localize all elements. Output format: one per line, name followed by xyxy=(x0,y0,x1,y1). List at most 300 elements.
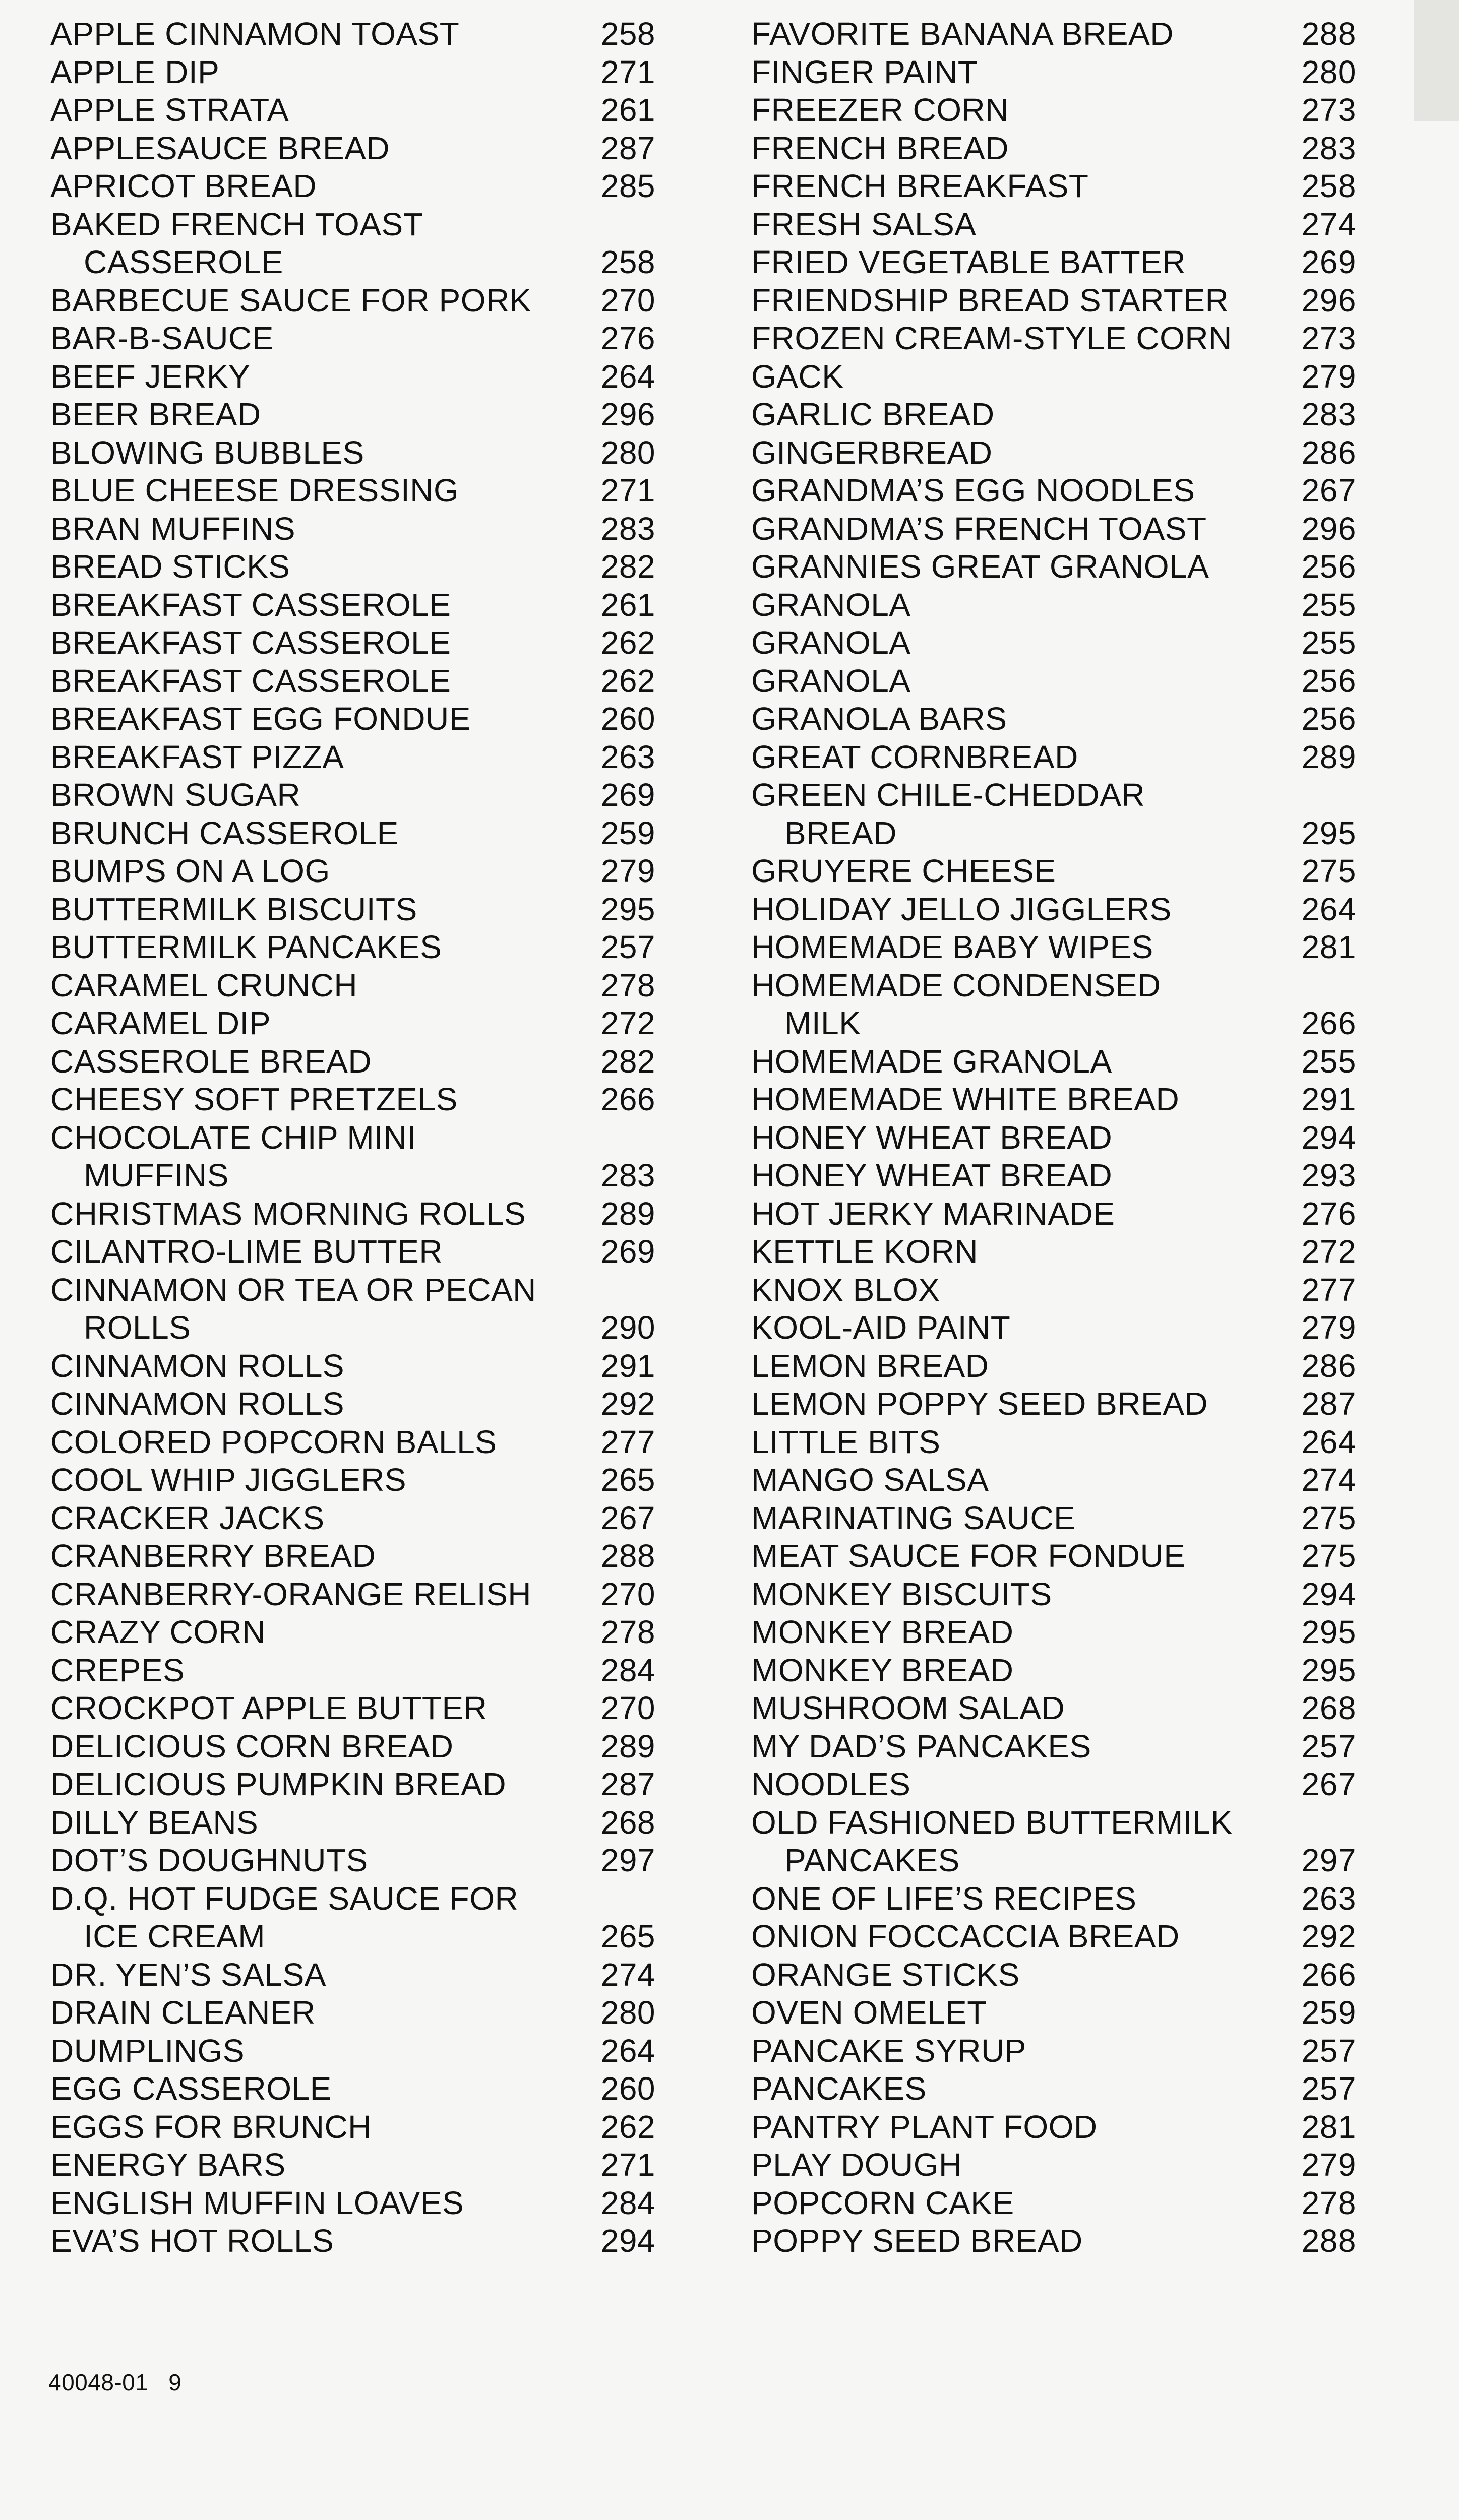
entry-title xyxy=(50,206,575,282)
entry-page-number: 278 xyxy=(600,967,655,1003)
entry-title-line: APPLESAUCE BREAD xyxy=(50,130,390,166)
entry-page-number: 261 xyxy=(600,586,655,623)
entry-title xyxy=(751,1766,1275,1804)
index-entry xyxy=(751,928,1356,967)
entry-page-number: 263 xyxy=(1301,1880,1356,1917)
entry-title-line: GARLIC BREAD xyxy=(751,396,995,432)
entry-title xyxy=(751,1271,1275,1309)
entry-title-line: GREEN CHILE-CHEDDAR xyxy=(751,777,1145,813)
index-entry xyxy=(50,1613,655,1652)
entry-page-number: 274 xyxy=(1301,206,1356,242)
entry-page-number: 258 xyxy=(1301,168,1356,204)
entry-title xyxy=(751,472,1275,510)
index-column-left xyxy=(50,15,655,2260)
entry-title xyxy=(751,928,1275,967)
entry-title-line: BREAD STICKS xyxy=(50,548,290,585)
index-entry xyxy=(751,434,1356,472)
entry-title xyxy=(751,2032,1275,2070)
index-entry xyxy=(50,320,655,358)
entry-page-number: 277 xyxy=(600,1423,655,1460)
entry-title xyxy=(50,2222,575,2260)
entry-page-number: 271 xyxy=(600,2147,655,2183)
index-entry xyxy=(50,1233,655,1271)
entry-page-number: 279 xyxy=(1301,2147,1356,2183)
entry-title-line: CRANBERRY BREAD xyxy=(50,1538,376,1574)
entry-title-line: ENERGY BARS xyxy=(50,2147,286,2183)
entry-title-continuation: ICE CREAM xyxy=(84,1918,266,1955)
index-entry xyxy=(751,2108,1356,2147)
index-entry xyxy=(751,662,1356,701)
entry-title xyxy=(751,1081,1275,1119)
entry-page-number: 275 xyxy=(1301,1499,1356,1536)
entry-page-number: 294 xyxy=(1301,1576,1356,1612)
entry-title xyxy=(751,852,1275,891)
index-entry xyxy=(751,776,1356,852)
entry-page-number: 270 xyxy=(600,1690,655,1726)
entry-title-line: CINNAMON ROLLS xyxy=(50,1385,345,1422)
index-entry xyxy=(751,1689,1356,1728)
entry-title-line: BRAN MUFFINS xyxy=(50,510,295,547)
index-entry xyxy=(50,1880,655,1956)
entry-title xyxy=(751,130,1275,168)
index-entry xyxy=(50,167,655,206)
index-entry xyxy=(751,2222,1356,2260)
index-entry xyxy=(50,1537,655,1576)
entry-page-number: 269 xyxy=(600,1233,655,1270)
entry-page-number: 296 xyxy=(1301,282,1356,319)
index-entry xyxy=(50,1956,655,1994)
entry-page-number: 272 xyxy=(1301,1233,1356,1270)
entry-title-line: MY DAD’S PANCAKES xyxy=(751,1728,1091,1765)
entry-title-continuation: CASSEROLE xyxy=(84,244,283,280)
entry-title-line: PLAY DOUGH xyxy=(751,2147,962,2183)
index-entry xyxy=(751,1347,1356,1385)
entry-page-number: 281 xyxy=(1301,929,1356,965)
index-entry xyxy=(751,243,1356,282)
index-entry xyxy=(751,967,1356,1043)
entry-title xyxy=(751,243,1275,282)
entry-title xyxy=(50,396,575,434)
entry-page-number: 262 xyxy=(600,624,655,661)
entry-title-line: CASSEROLE BREAD xyxy=(50,1043,372,1080)
entry-title-line: LEMON BREAD xyxy=(751,1347,989,1384)
entry-title xyxy=(751,2070,1275,2108)
entry-title xyxy=(50,852,575,891)
index-entry xyxy=(751,320,1356,358)
entry-title xyxy=(50,1385,575,1423)
entry-title-line: CHEESY SOFT PRETZELS xyxy=(50,1081,458,1117)
entry-title xyxy=(50,700,575,738)
entry-title xyxy=(50,1271,575,1347)
entry-title xyxy=(50,1804,575,1842)
entry-title-line: OLD FASHIONED BUTTERMILK xyxy=(751,1804,1233,1841)
entry-page-number: 295 xyxy=(1301,1614,1356,1650)
entry-title xyxy=(751,1956,1275,1994)
entry-page-number: 264 xyxy=(1301,1423,1356,1460)
entry-title xyxy=(751,15,1275,53)
entry-title xyxy=(751,662,1275,701)
entry-title-continuation: BREAD xyxy=(784,814,897,851)
entry-title xyxy=(751,1576,1275,1614)
entry-title-line: BEER BREAD xyxy=(50,396,261,432)
entry-title-line: HOMEMADE GRANOLA xyxy=(751,1043,1112,1080)
entry-title xyxy=(50,1652,575,1690)
entry-title-line: HOMEMADE WHITE BREAD xyxy=(751,1081,1180,1117)
entry-title xyxy=(751,548,1275,586)
entry-title-line: CHRISTMAS MORNING ROLLS xyxy=(50,1195,526,1232)
entry-page-number: 284 xyxy=(600,1652,655,1688)
index-entry xyxy=(50,1728,655,1766)
entry-page-number: 257 xyxy=(1301,2070,1356,2107)
entry-title-line: BEEF JERKY xyxy=(50,358,251,395)
entry-page-number: 266 xyxy=(600,1081,655,1117)
index-entry xyxy=(50,1804,655,1842)
entry-title xyxy=(50,2032,575,2070)
entry-title xyxy=(751,1728,1275,1766)
entry-title-line: EGG CASSEROLE xyxy=(50,2070,332,2107)
entry-page-number: 286 xyxy=(1301,1347,1356,1384)
entry-title-line: FAVORITE BANANA BREAD xyxy=(751,16,1174,52)
entry-page-number: 283 xyxy=(600,510,655,547)
entry-title-line: ONE OF LIFE’S RECIPES xyxy=(751,1880,1137,1917)
entry-page-number: 287 xyxy=(600,130,655,166)
entry-title-line: PANCAKES xyxy=(751,2070,927,2107)
entry-title-line: CROCKPOT APPLE BUTTER xyxy=(50,1690,488,1726)
index-entry xyxy=(751,852,1356,891)
entry-title-line: CREPES xyxy=(50,1652,185,1688)
entry-title xyxy=(751,206,1275,244)
entry-title xyxy=(751,53,1275,92)
index-entry xyxy=(751,1576,1356,1614)
entry-title xyxy=(50,1842,575,1880)
entry-page-number: 288 xyxy=(600,1538,655,1574)
entry-page-number: 289 xyxy=(600,1728,655,1765)
index-entry xyxy=(751,700,1356,738)
entry-title xyxy=(751,167,1275,206)
entry-page-number: 256 xyxy=(1301,701,1356,737)
index-entry xyxy=(50,1081,655,1119)
entry-title-line: ENGLISH MUFFIN LOAVES xyxy=(50,2184,464,2221)
entry-title-line: HOT JERKY MARINADE xyxy=(751,1195,1115,1232)
entry-title-line: DRAIN CLEANER xyxy=(50,1994,316,2031)
entry-title xyxy=(751,2184,1275,2223)
index-entry xyxy=(50,1043,655,1081)
entry-page-number: 279 xyxy=(1301,1309,1356,1346)
index-entry xyxy=(751,396,1356,434)
index-entry xyxy=(751,1195,1356,1233)
entry-title-line: DUMPLINGS xyxy=(50,2032,245,2069)
entry-title-line: FRIENDSHIP BREAD STARTER xyxy=(751,282,1229,319)
entry-title xyxy=(751,1347,1275,1385)
entry-title xyxy=(50,91,575,130)
entry-page-number: 286 xyxy=(1301,434,1356,471)
entry-page-number: 279 xyxy=(600,853,655,889)
index-entry xyxy=(751,282,1356,320)
index-entry xyxy=(50,586,655,624)
entry-title-line: HOLIDAY JELLO JIGGLERS xyxy=(751,891,1172,927)
entry-title-line: BREAKFAST CASSEROLE xyxy=(50,586,451,623)
index-entry xyxy=(50,206,655,282)
entry-title xyxy=(50,1537,575,1576)
entry-title xyxy=(50,15,575,53)
index-entry xyxy=(50,1994,655,2032)
entry-title-line: POPPY SEED BREAD xyxy=(751,2223,1083,2259)
index-entry xyxy=(50,1652,655,1690)
entry-title-line: GRANOLA xyxy=(751,624,911,661)
index-entry xyxy=(50,891,655,929)
entry-title xyxy=(50,320,575,358)
entry-title-continuation: ROLLS xyxy=(84,1309,191,1346)
entry-title xyxy=(50,1461,575,1499)
entry-title xyxy=(50,1880,575,1956)
index-entry xyxy=(50,1499,655,1538)
entry-title xyxy=(50,2070,575,2108)
entry-title xyxy=(50,1766,575,1804)
entry-page-number: 262 xyxy=(600,662,655,699)
entry-title xyxy=(751,776,1275,852)
entry-page-number: 293 xyxy=(1301,1157,1356,1193)
index-entry xyxy=(751,130,1356,168)
index-entry xyxy=(751,1043,1356,1081)
entry-title-line: FINGER PAINT xyxy=(751,53,978,90)
index-entry xyxy=(50,814,655,853)
index-entry xyxy=(50,53,655,92)
index-entry xyxy=(751,1461,1356,1499)
entry-title-line: BREAKFAST PIZZA xyxy=(50,738,344,775)
entry-page-number: 296 xyxy=(1301,510,1356,547)
entry-title xyxy=(751,1423,1275,1462)
entry-title xyxy=(50,2146,575,2184)
entry-title-line: FROZEN CREAM-STYLE CORN xyxy=(751,320,1232,356)
index-entry xyxy=(751,2070,1356,2108)
entry-page-number: 275 xyxy=(1301,853,1356,889)
entry-title-line: MANGO SALSA xyxy=(751,1462,989,1498)
entry-title xyxy=(50,1994,575,2032)
index-entry xyxy=(751,2032,1356,2070)
index-entry xyxy=(50,776,655,814)
entry-title-line: MONKEY BREAD xyxy=(751,1652,1014,1688)
entry-title-line: BUTTERMILK PANCAKES xyxy=(50,929,442,965)
index-entry xyxy=(50,700,655,738)
entry-title-line: MONKEY BISCUITS xyxy=(751,1576,1052,1612)
entry-page-number: 269 xyxy=(600,777,655,813)
entry-title-line: GRANDMA’S EGG NOODLES xyxy=(751,472,1195,509)
entry-page-number: 256 xyxy=(1301,662,1356,699)
entry-title xyxy=(50,358,575,396)
index-entry xyxy=(50,1004,655,1043)
entry-title xyxy=(751,358,1275,396)
index-entry xyxy=(50,282,655,320)
entry-title-continuation: MUFFINS xyxy=(84,1157,229,1193)
entry-page-number: 270 xyxy=(600,282,655,319)
entry-title xyxy=(751,1385,1275,1423)
index-entry xyxy=(751,1994,1356,2032)
index-entry xyxy=(751,1157,1356,1195)
index-entry xyxy=(50,2108,655,2147)
entry-page-number: 283 xyxy=(1301,130,1356,166)
index-entry xyxy=(50,472,655,510)
entry-title xyxy=(751,1157,1275,1195)
entry-page-number: 255 xyxy=(1301,586,1356,623)
entry-title-line: NOODLES xyxy=(751,1766,911,1802)
entry-page-number: 269 xyxy=(1301,244,1356,280)
index-entry xyxy=(751,1766,1356,1804)
entry-title-line: BUTTERMILK BISCUITS xyxy=(50,891,417,927)
entry-page-number: 255 xyxy=(1301,1043,1356,1080)
entry-title-line: ORANGE STICKS xyxy=(751,1956,1020,1993)
entry-title-line: HONEY WHEAT BREAD xyxy=(751,1119,1113,1156)
entry-title-line: MARINATING SAUCE xyxy=(751,1499,1076,1536)
entry-page-number: 257 xyxy=(1301,2032,1356,2069)
index-entry xyxy=(751,1537,1356,1576)
entry-title-line: LITTLE BITS xyxy=(751,1423,941,1460)
entry-title-line: CRAZY CORN xyxy=(50,1614,266,1650)
entry-title-line: CILANTRO-LIME BUTTER xyxy=(50,1233,443,1270)
index-entry xyxy=(50,624,655,662)
entry-title xyxy=(751,1918,1275,1956)
entry-title xyxy=(50,1081,575,1119)
index-entry xyxy=(751,738,1356,777)
index-entry xyxy=(50,1842,655,1880)
index-entry xyxy=(50,2146,655,2184)
entry-title-line: CHOCOLATE CHIP MINI xyxy=(50,1119,416,1156)
index-entry xyxy=(50,1461,655,1499)
entry-page-number: 297 xyxy=(600,1842,655,1878)
entry-title xyxy=(50,1728,575,1766)
index-entry xyxy=(751,358,1356,396)
index-entry xyxy=(751,1918,1356,1956)
entry-title xyxy=(50,1576,575,1614)
entry-title xyxy=(50,53,575,92)
entry-page-number: 262 xyxy=(600,2108,655,2145)
entry-page-number: 268 xyxy=(1301,1690,1356,1726)
entry-title-line: MEAT SAUCE FOR FONDUE xyxy=(751,1538,1186,1574)
entry-page-number: 285 xyxy=(600,168,655,204)
entry-title xyxy=(751,1804,1275,1880)
entry-title xyxy=(50,891,575,929)
entry-title xyxy=(751,1233,1275,1271)
entry-page-number: 273 xyxy=(1301,320,1356,356)
page-footer xyxy=(48,2369,181,2396)
entry-page-number: 276 xyxy=(600,320,655,356)
entry-title xyxy=(751,1119,1275,1157)
entry-page-number: 288 xyxy=(1301,2223,1356,2259)
entry-title-line: APPLE DIP xyxy=(50,53,220,90)
entry-title-line: HOMEMADE CONDENSED xyxy=(751,967,1161,1003)
index-entry xyxy=(751,2146,1356,2184)
entry-page-number: 294 xyxy=(600,2223,655,2259)
entry-title xyxy=(50,167,575,206)
entry-title xyxy=(50,1613,575,1652)
entry-title-line: BREAKFAST CASSEROLE xyxy=(50,624,451,661)
entry-title xyxy=(751,1613,1275,1652)
entry-title xyxy=(751,396,1275,434)
entry-page-number: 275 xyxy=(1301,1538,1356,1574)
entry-title xyxy=(751,967,1275,1043)
entry-title xyxy=(751,1499,1275,1538)
index-entry xyxy=(751,586,1356,624)
entry-title xyxy=(751,1652,1275,1690)
entry-title-line: DR. YEN’S SALSA xyxy=(50,1956,326,1993)
entry-page-number: 255 xyxy=(1301,624,1356,661)
entry-page-number: 263 xyxy=(600,738,655,775)
entry-page-number: 292 xyxy=(1301,1918,1356,1955)
index-entry xyxy=(50,2032,655,2070)
entry-page-number: 267 xyxy=(1301,472,1356,509)
entry-title xyxy=(751,586,1275,624)
index-entry xyxy=(751,1233,1356,1271)
entry-title-line: DELICIOUS PUMPKIN BREAD xyxy=(50,1766,507,1802)
entry-title xyxy=(50,1956,575,1994)
index-entry xyxy=(50,130,655,168)
entry-page-number: 297 xyxy=(1301,1842,1356,1878)
entry-page-number: 280 xyxy=(1301,53,1356,90)
entry-page-number: 294 xyxy=(1301,1119,1356,1156)
entry-page-number: 276 xyxy=(1301,1195,1356,1232)
entry-title-line: GRANDMA’S FRENCH TOAST xyxy=(751,510,1207,547)
entry-title xyxy=(50,2108,575,2147)
index-entry xyxy=(751,1423,1356,1462)
index-entry xyxy=(50,434,655,472)
entry-page-number: 257 xyxy=(600,929,655,965)
entry-title-line: POPCORN CAKE xyxy=(751,2184,1014,2221)
index-entry xyxy=(50,548,655,586)
entry-page-number: 295 xyxy=(1301,1652,1356,1688)
entry-page-number: 264 xyxy=(1301,891,1356,927)
entry-title-line: HONEY WHEAT BREAD xyxy=(751,1157,1113,1193)
entry-page-number: 277 xyxy=(1301,1271,1356,1308)
entry-page-number: 291 xyxy=(1301,1081,1356,1117)
footer-code: 40048-01 xyxy=(48,2369,149,2396)
entry-page-number: 271 xyxy=(600,53,655,90)
entry-title-line: COOL WHIP JIGGLERS xyxy=(50,1462,407,1498)
entry-title-line: CARAMEL DIP xyxy=(50,1005,271,1041)
entry-title-line: GREAT CORNBREAD xyxy=(751,738,1078,775)
entry-title xyxy=(751,1689,1275,1728)
entry-title xyxy=(50,1004,575,1043)
entry-title-line: APRICOT BREAD xyxy=(50,168,317,204)
entry-page-number: 279 xyxy=(1301,358,1356,395)
index-entry xyxy=(50,510,655,548)
entry-title xyxy=(50,130,575,168)
index-entry xyxy=(50,1689,655,1728)
entry-title xyxy=(50,1043,575,1081)
entry-title xyxy=(50,1689,575,1728)
entry-title-line: DILLY BEANS xyxy=(50,1804,259,1841)
entry-title xyxy=(50,1423,575,1462)
entry-page-number: 274 xyxy=(1301,1462,1356,1498)
entry-page-number: 282 xyxy=(600,548,655,585)
entry-title xyxy=(751,1880,1275,1918)
entry-page-number: 259 xyxy=(600,814,655,851)
entry-title-line: FRESH SALSA xyxy=(751,206,977,242)
entry-title-line: BLUE CHEESE DRESSING xyxy=(50,472,459,509)
entry-page-number: 270 xyxy=(600,1576,655,1612)
entry-title-line: HOMEMADE BABY WIPES xyxy=(751,929,1153,965)
entry-title xyxy=(50,1499,575,1538)
entry-page-number: 288 xyxy=(1301,16,1356,52)
index-entry xyxy=(751,1309,1356,1347)
entry-page-number: 266 xyxy=(1301,1005,1356,1041)
index-entry xyxy=(751,1613,1356,1652)
entry-page-number: 267 xyxy=(1301,1766,1356,1802)
entry-title-line: FREEZER CORN xyxy=(751,92,1009,128)
entry-page-number: 289 xyxy=(600,1195,655,1232)
entry-title-line: KNOX BLOX xyxy=(751,1271,940,1308)
index-entry xyxy=(50,662,655,701)
entry-title-line: BREAKFAST EGG FONDUE xyxy=(50,701,471,737)
entry-title xyxy=(751,1994,1275,2032)
